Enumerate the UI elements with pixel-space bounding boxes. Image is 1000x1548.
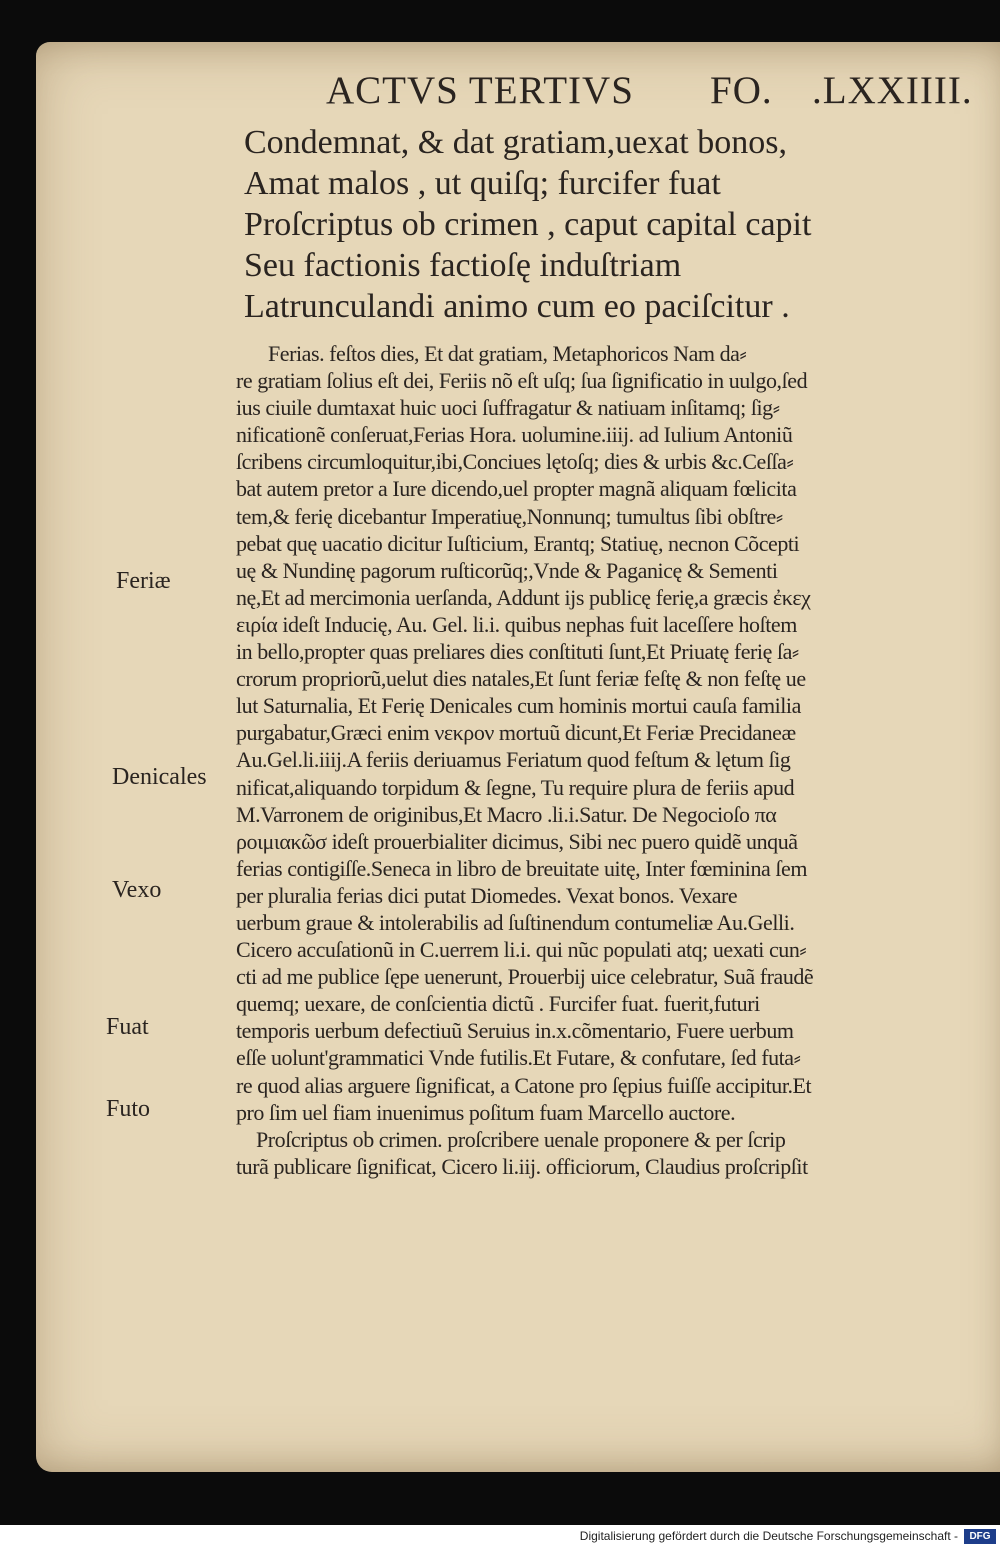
commentary-line: Cicero accuſationũ in C.uerrem li.i. qui nũc populati atq; uexati cun⸗ (236, 937, 807, 963)
commentary-line: per pluralia ferias dici putat Diomedes. Vexat bonos. Vexare (236, 882, 738, 908)
header-folio-label: FO. (710, 69, 773, 112)
commentary-block (236, 340, 956, 1180)
commentary-line: purgabatur,Græci enim νεκρον mortuũ dicunt,Et Feriæ Precidaneæ (236, 720, 796, 746)
commentary-line: uę & Nundinę pagorum ruſticorũq;,Vnde & Paganicę & Sementi (236, 557, 778, 583)
commentary-line: crorum propriorũ,uelut dies natales,Et ſunt feriæ feſtę & non feſtę ue (236, 666, 806, 692)
margin-note-futo: Futo (106, 1096, 151, 1122)
margin-note-vexo: Vexo (112, 877, 162, 903)
commentary-line: ειρία ideſt Inducię, Au. Gel. li.i. quibus nephas fuit laceſſere hoſtem (236, 611, 797, 637)
commentary-line: uerbum graue & intolerabilis ad ſuſtinendum contumeliæ Au.Gelli. (236, 909, 795, 935)
commentary-line: re quod alias arguere ſignificat, a Catone pro ſępius fuiſſe accipitur.Et (236, 1072, 812, 1098)
commentary-line: ροιμιακῶσ ideſt prouerbialiter dicimus, Sibi nec puero quidẽ unquã (236, 828, 798, 854)
commentary-line: nę,Et ad mercimonia uerſanda, Addunt ijs publicę ferię,a græcis ἐκεχ (236, 584, 811, 610)
commentary-line: quemq; uexare, de conſcientia dictũ . Furcifer fuat. fuerit,futuri (236, 991, 760, 1017)
commentary-line: nificat,aliquando torpidum & ſegne, Tu require plura de feriis apud (236, 774, 795, 800)
commentary-line: in bello,propter quas preliares dies conſtituti ſunt,Et Priuatę ferię ſa⸗ (236, 639, 799, 665)
commentary-line: tem,& ferię dicebantur Imperatiuę,Nonnunq; tumultus ſibi obſtre⸗ (236, 503, 783, 529)
commentary-line: ſcribens circumloquitur,ibi,Conciues lętoſq; dies & urbis &c.Ceſſa⸗ (236, 449, 794, 475)
commentary-line: temporis uerbum defectiuũ Seruius in.x.cõmentario, Fuere uerbum (236, 1018, 794, 1044)
commentary-line: pro ſim uel fiam inuenimus poſitum fuam Marcello auctore. (236, 1099, 736, 1125)
digitization-footer (0, 1525, 1000, 1548)
commentary-line: nificationẽ conſeruat,Ferias Hora. uolumine.iiij. ad Iulium Antoniũ (236, 422, 793, 448)
running-header (326, 68, 972, 118)
verse-line: Condemnat, & dat gratiam,uexat bonos, (244, 124, 787, 161)
commentary-line: cti ad me publice ſępe uenerunt, Prouerbij uice celebratur, Suã fraudẽ (236, 964, 814, 990)
commentary-line: ius ciuile dumtaxat huic uoci ſuffragatur & natiuam inſitamq; ſig⸗ (236, 395, 780, 421)
commentary-line: re gratiam ſolius eſt dei, Feriis nõ eſt uſq; ſua ſignificatio in uulgo,ſed (236, 368, 808, 394)
margin-note-feriae: Feriæ (116, 568, 171, 594)
footer-credit: Digitalisierung gefördert durch die Deutsche Forschungsgemeinschaft - (579, 1529, 958, 1543)
verse-line: Latrunculandi animo cum eo paciſcitur . (244, 288, 790, 325)
commentary-line: pebat quę uacatio dicitur Iuſticium, Erantq; Statiuę, necnon Cõcepti (236, 530, 800, 556)
commentary-line: M.Varronem de originibus,Et Macro .li.i.Satur. De Negocioſo πα (236, 801, 777, 827)
commentary-line: Au.Gel.li.iiij.A feriis deriuamus Feriatum quod feſtum & lętum ſig (236, 747, 791, 773)
margin-note-fuat: Fuat (106, 1014, 149, 1040)
verse-line: Proſcriptus ob crimen , caput capital capit (244, 206, 812, 243)
commentary-line: turã publicare ſignificat, Cicero li.iij. officiorum, Claudius proſcripſit (236, 1153, 808, 1179)
commentary-line: bat autem pretor a Iure dicendo,uel propter magnã aliquam fœlicita (236, 476, 797, 502)
verse-block (244, 122, 974, 327)
dfg-logo-icon: DFG (964, 1529, 996, 1544)
commentary-line: Proſcriptus ob crimen. proſcribere uenale proponere & per ſcrip (256, 1126, 786, 1152)
verse-line: Amat malos , ut quiſq; furcifer fuat (244, 165, 721, 202)
commentary-line: Ferias. feſtos dies, Et dat gratiam, Metaphoricos Nam da⸗ (268, 341, 747, 366)
header-folio-number: .LXXIIII. (812, 69, 973, 112)
commentary-line: ferias contigiſſe.Seneca in libro de breuitate uitę, Inter fœminina ſem (236, 855, 807, 881)
margin-note-denicales: Denicales (112, 764, 207, 790)
commentary-line: lut Saturnalia, Et Ferię Denicales cum hominis mortui cauſa familia (236, 693, 801, 719)
header-act: ACTVS TERTIVS (326, 69, 634, 112)
verse-line: Seu factionis factioſę induſtriam (244, 247, 682, 284)
commentary-line: eſſe uolunt'grammatici Vnde futilis.Et Futare, & confutare, ſed futa⸗ (236, 1045, 801, 1071)
